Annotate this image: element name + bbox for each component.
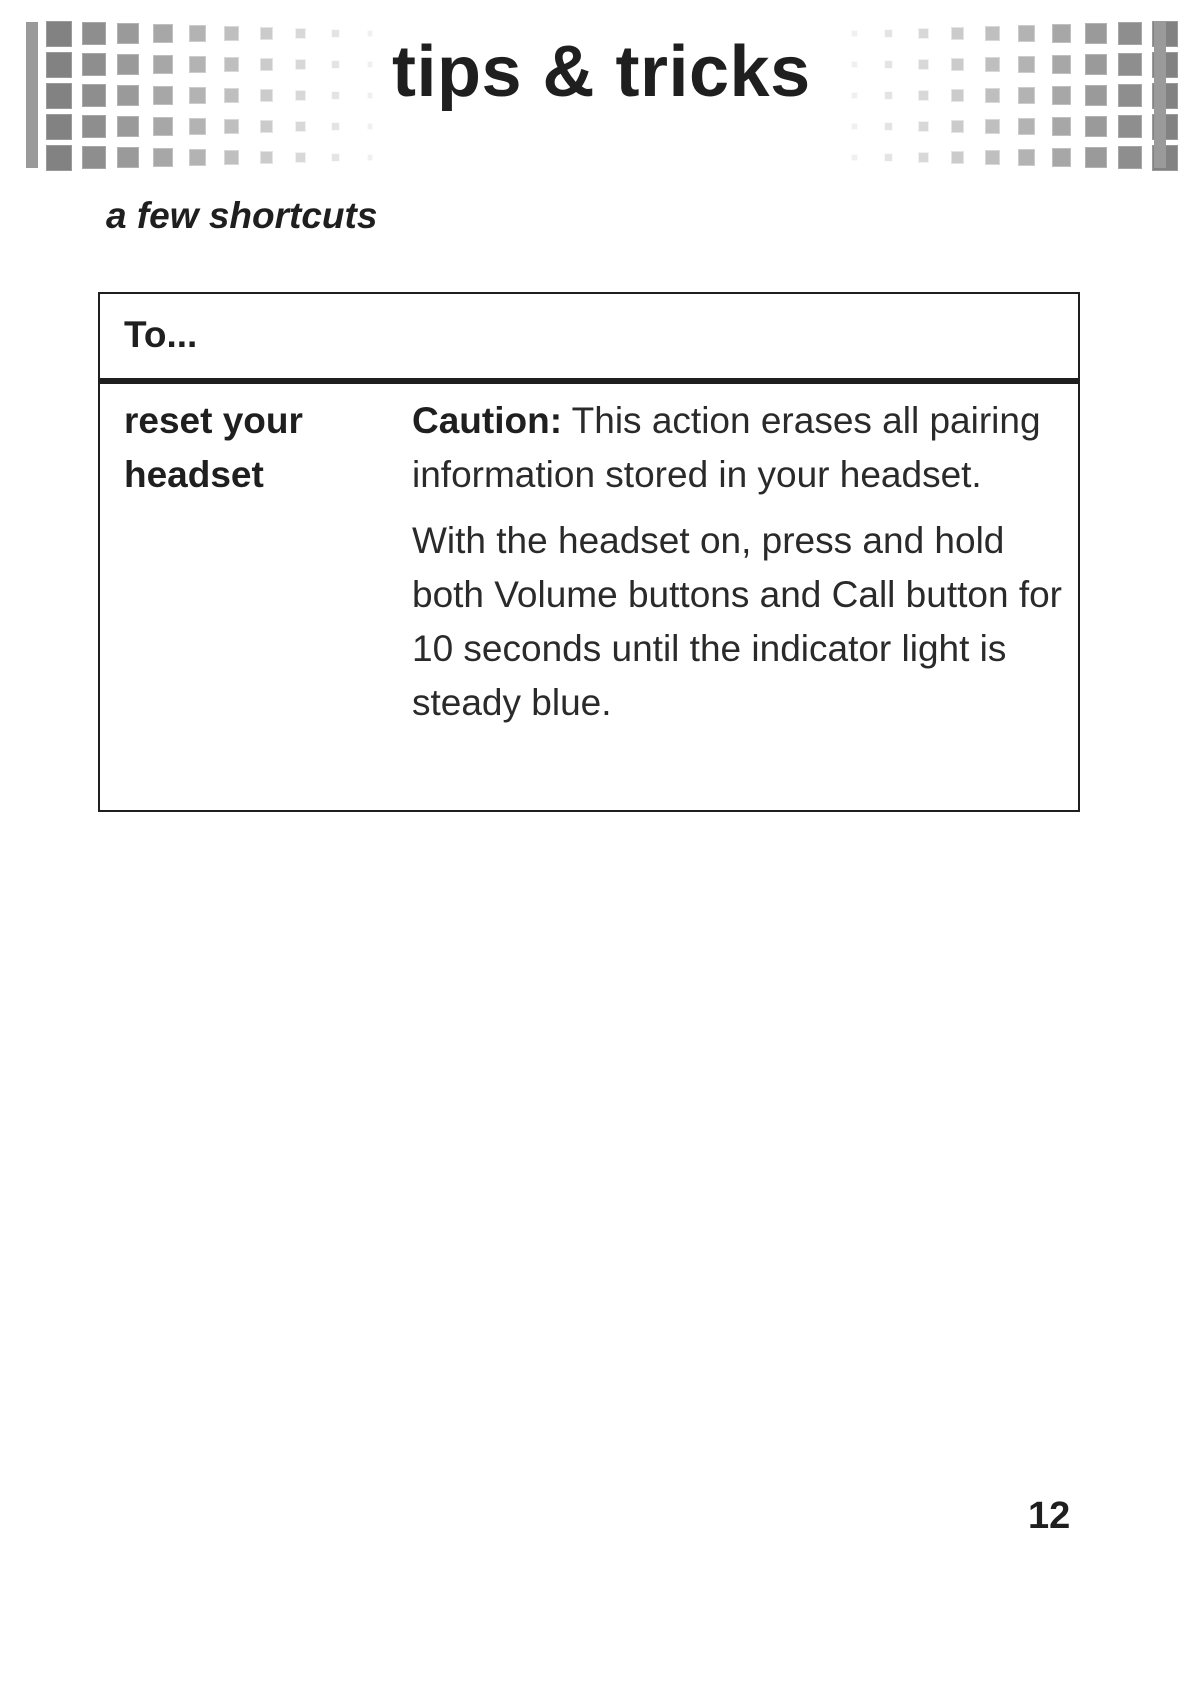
decor-square: [884, 153, 893, 162]
decor-square: [985, 150, 1000, 165]
decor-square: [884, 29, 893, 38]
decor-square: [224, 57, 239, 72]
decor-square: [260, 120, 273, 133]
decor-square: [331, 122, 340, 131]
decor-square: [117, 85, 139, 107]
decor-square: [117, 116, 139, 138]
decor-square: [224, 150, 239, 165]
decor-square: [851, 92, 858, 99]
decor-square: [153, 55, 173, 75]
decor-square: [851, 154, 858, 161]
reset-instructions: With the headset on, press and hold both Volume buttons and Call button for 10 seconds until the indicator light is steady blue.: [412, 520, 1062, 723]
decor-square: [951, 89, 964, 102]
section-heading: a few shortcuts: [106, 195, 378, 236]
page-number: 12: [1028, 1495, 1071, 1537]
decor-square: [46, 114, 72, 140]
decor-square: [918, 152, 929, 163]
task-reset-headset: reset your headset: [124, 400, 303, 495]
table-header-label: To...: [124, 314, 198, 355]
decor-square: [367, 123, 374, 130]
decor-square: [367, 92, 374, 99]
decor-square: [46, 83, 72, 109]
decor-square: [1085, 85, 1107, 107]
decor-square: [985, 26, 1000, 41]
decorative-grid-left: [26, 18, 371, 173]
decor-square: [189, 25, 206, 42]
decor-square: [153, 86, 173, 106]
decor-square: [1118, 84, 1142, 108]
decor-square: [1085, 116, 1107, 138]
decor-square: [295, 152, 306, 163]
decor-square: [46, 145, 72, 171]
decor-square: [1018, 149, 1035, 166]
decorative-grid-right: [821, 18, 1166, 173]
decor-square: [331, 91, 340, 100]
decor-square: [1052, 24, 1072, 44]
decor-square: [331, 60, 340, 69]
decor-square: [1018, 25, 1035, 42]
decor-square: [82, 115, 106, 139]
page-title: tips & tricks: [392, 32, 811, 112]
decor-square: [367, 154, 374, 161]
decor-square: [851, 30, 858, 37]
decor-square: [46, 21, 72, 47]
decor-square: [1052, 117, 1072, 137]
decor-square: [951, 120, 964, 133]
table-header: [100, 294, 1078, 384]
decor-square: [1052, 148, 1072, 168]
decor-square: [224, 26, 239, 41]
decor-square: [260, 27, 273, 40]
decor-square: [117, 147, 139, 169]
decor-square: [951, 151, 964, 164]
decor-square: [189, 87, 206, 104]
decor-square: [260, 151, 273, 164]
decor-square: [1018, 87, 1035, 104]
caution-text: This action erases all pairing information stored in your headset.: [412, 400, 1041, 495]
decor-square: [117, 23, 139, 45]
decor-square: [884, 60, 893, 69]
decor-square: [82, 84, 106, 108]
decor-square: [224, 119, 239, 134]
decor-square: [918, 59, 929, 70]
decor-square: [82, 53, 106, 77]
decor-square: [189, 118, 206, 135]
decor-square: [1085, 54, 1107, 76]
decor-square: [1018, 118, 1035, 135]
banner-edge-right: [1154, 22, 1166, 168]
decor-square: [153, 117, 173, 137]
decor-square: [884, 122, 893, 131]
decor-square: [985, 57, 1000, 72]
decor-square: [985, 119, 1000, 134]
decor-square: [918, 121, 929, 132]
decor-square: [951, 27, 964, 40]
decor-square: [1085, 23, 1107, 45]
decor-square: [331, 29, 340, 38]
decor-square: [295, 28, 306, 39]
caution-label: Caution:: [412, 400, 563, 441]
decor-square: [985, 88, 1000, 103]
decor-square: [331, 153, 340, 162]
decor-square: [189, 149, 206, 166]
decor-square: [117, 54, 139, 76]
decor-square: [918, 90, 929, 101]
decor-square: [367, 30, 374, 37]
decor-square: [918, 28, 929, 39]
decor-square: [1118, 115, 1142, 139]
decor-square: [260, 89, 273, 102]
decor-square: [82, 22, 106, 46]
decor-square: [1052, 55, 1072, 75]
decor-square: [1118, 53, 1142, 77]
decor-square: [153, 24, 173, 44]
decor-square: [1052, 86, 1072, 106]
decor-square: [1018, 56, 1035, 73]
shortcut-table: [98, 292, 1080, 812]
decor-square: [189, 56, 206, 73]
decor-square: [851, 61, 858, 68]
decor-square: [295, 121, 306, 132]
decor-square: [367, 61, 374, 68]
decor-square: [153, 148, 173, 168]
decor-square: [1118, 146, 1142, 170]
decor-square: [1118, 22, 1142, 46]
decor-square: [260, 58, 273, 71]
decor-square: [295, 90, 306, 101]
task-description: [412, 394, 1062, 742]
decor-square: [884, 91, 893, 100]
decor-square: [951, 58, 964, 71]
decor-square: [46, 52, 72, 78]
decor-square: [224, 88, 239, 103]
decor-square: [1085, 147, 1107, 169]
decor-square: [295, 59, 306, 70]
decor-square: [851, 123, 858, 130]
caution-paragraph: [412, 394, 1062, 502]
decor-square: [82, 146, 106, 170]
